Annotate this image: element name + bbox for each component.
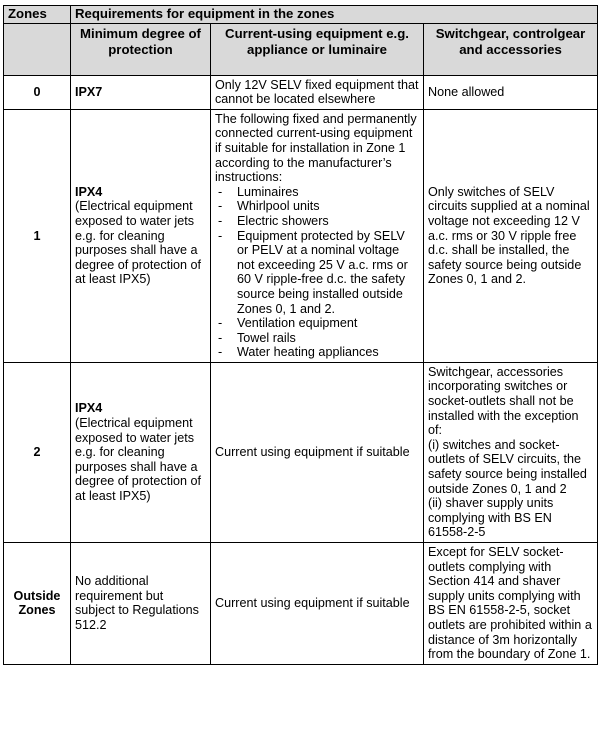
requirements-header: Requirements for equipment in the zones	[71, 6, 598, 24]
zone-label: Outside Zones	[4, 543, 71, 665]
list-item: - Equipment protected by SELV or PELV at a nominal voltage not exceeding 25 V a.c. rms or 60 V ripple-free d.c. the safety source being installed outside Zones 0, 1 and 2.	[215, 229, 419, 317]
table-row-zone-0	[4, 75, 598, 109]
switchgear-cell	[424, 362, 598, 542]
protection-note: (Electrical equipment exposed to water jets e.g. for cleaning purposes shall have a degree of protection of at least IPX5)	[75, 415, 202, 503]
min-degree-header: Minimum degree of protection	[71, 23, 211, 75]
switchgear-cell: Only switches of SELV circuits supplied at a nominal voltage not exceeding 12 V a.c. rms or 30 V ripple free d.c. shall be installed, the safety source being outside Zones 0, 1 and 2.	[424, 109, 598, 362]
zone-label: 0	[4, 75, 71, 109]
header-row-top	[4, 6, 598, 24]
list-item: - Ventilation equipment	[215, 316, 419, 331]
equipment-cell: Current using equipment if suitable	[211, 543, 424, 665]
list-item: - Luminaires	[215, 185, 419, 200]
protection-cell	[71, 109, 211, 362]
switchgear-intro: Switchgear, accessories incorporating switches or socket-outlets shall not be installed with the exception of:	[428, 364, 579, 438]
protection-title: IPX4	[75, 401, 103, 416]
equipment-intro: The following fixed and permanently connected current-using equipment if suitable for installation in Zone 1 according to the manufacturer’s instructions:	[215, 111, 417, 185]
zones-requirements-table	[3, 5, 598, 665]
equipment-cell: Only 12V SELV fixed equipment that cannot be located elsewhere	[211, 75, 424, 109]
equipment-cell	[211, 109, 424, 362]
protection-cell	[71, 362, 211, 542]
zone-label: 2	[4, 362, 71, 542]
zone-label: 1	[4, 109, 71, 362]
current-using-header: Current-using equipment e.g. appliance or luminaire	[211, 23, 424, 75]
switchgear-exception-i: (i) switches and socket-outlets of SELV circuits, the safety source being installed outside Zones 0, 1 and 2	[428, 437, 587, 496]
zones-header: Zones	[4, 6, 71, 24]
protection-note: (Electrical equipment exposed to water jets e.g. for cleaning purposes shall have a degree of protection of at least IPX5)	[75, 199, 202, 287]
list-item: - Water heating appliances	[215, 345, 419, 360]
switchgear-exception-ii: (ii) shaver supply units complying with BS EN 61558-2-5	[428, 496, 554, 540]
list-item: - Whirlpool units	[215, 199, 419, 214]
switchgear-header: Switchgear, controlgear and accessories	[424, 23, 598, 75]
switchgear-cell: None allowed	[424, 75, 598, 109]
table-row-zone-1	[4, 109, 598, 362]
equipment-list	[215, 185, 419, 360]
zones-header-blank	[4, 23, 71, 75]
list-item: - Towel rails	[215, 331, 419, 346]
protection-title: IPX4	[75, 184, 103, 199]
equipment-cell: Current using equipment if suitable	[211, 362, 424, 542]
header-row-sub	[4, 23, 598, 75]
protection-title: IPX7	[71, 75, 211, 109]
protection-cell: No additional requirement but subject to Regulations 512.2	[71, 543, 211, 665]
table-row-outside-zones	[4, 543, 598, 665]
switchgear-cell: Except for SELV socket-outlets complying with Section 414 and shaver supply units complying with BS EN 61558-2-5, socket outlets are prohibited within a distance of 3m horizontally from the boundary of Zone 1.	[424, 543, 598, 665]
list-item: - Electric showers	[215, 214, 419, 229]
table-row-zone-2	[4, 362, 598, 542]
